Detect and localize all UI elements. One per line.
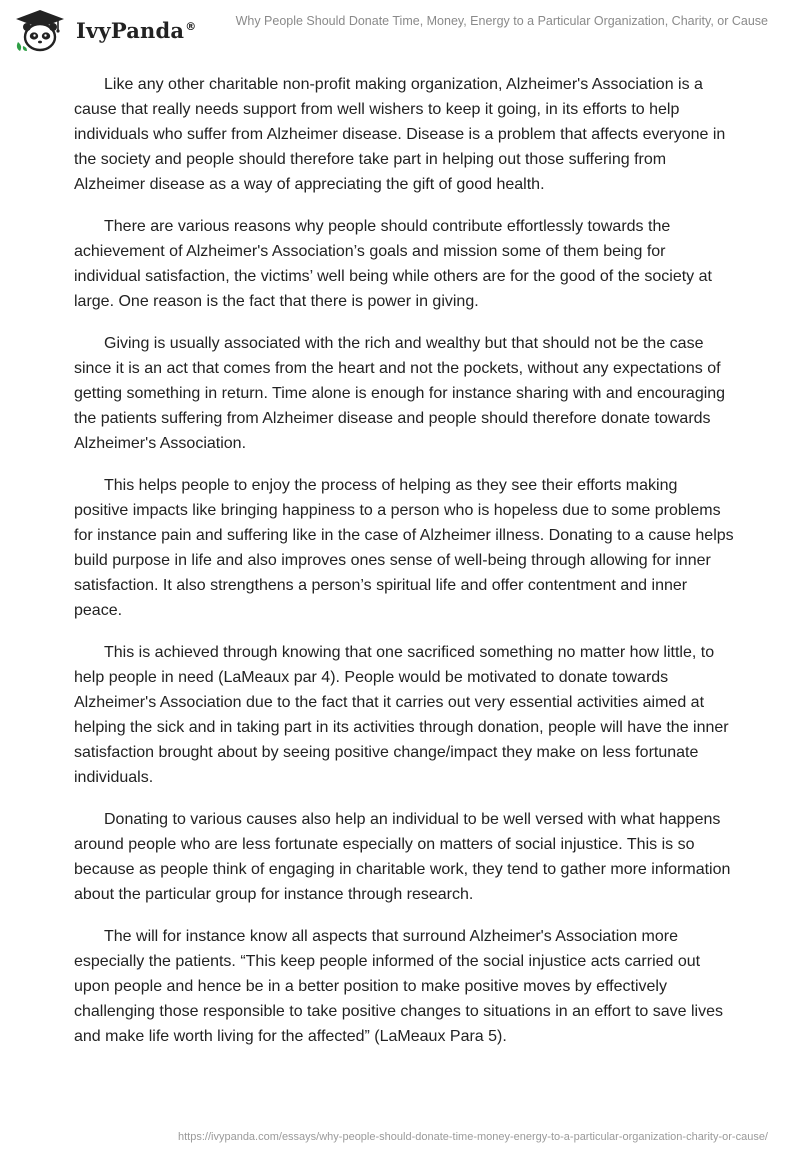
page-header — [0, 0, 800, 60]
brand-logo[interactable] — [14, 8, 196, 52]
paragraph: The will for instance know all aspects that surround Alzheimer's Association more especially the patients. “This keep people informed of the social injustice acts carried out upon people and hence be in a better position to make positive moves by effectively challenging those responsible to take positive changes to situations in an effort to save lives and make life worth living for the affected” (LaMeaux Para 5). — [74, 928, 723, 1045]
document-title: Why People Should Donate Time, Money, Energy to a Particular Organization, Charity, or Cause — [235, 14, 768, 28]
brand-name: IvyPanda® — [76, 17, 197, 43]
panda-graduate-icon — [14, 8, 66, 52]
essay-body — [74, 72, 734, 1066]
paragraph: This helps people to enjoy the process of helping as they see their efforts making positive impacts like bringing happiness to a person who is hopeless due to some problems for instance pain and suffering like in the case of Alzheimer illness. Donating to a cause helps build purpose in life and also improves ones sense of well-being through allowing for inner satisfaction. It also strengthens a person’s spiritual life and offer contentment and inner peace. — [74, 477, 734, 619]
paragraph: There are various reasons why people should contribute effortlessly towards the achievement of Alzheimer's Association’s goals and mission some of them being for individual satisfaction, the victims’ well being while others are for the good of the society at large. One reason is the fact that there is power in giving. — [74, 218, 712, 310]
paragraph: Giving is usually associated with the rich and wealthy but that should not be the case since it is an act that comes from the heart and not the pockets, without any expectations of getting something in return. Time alone is enough for instance sharing with and encouraging the patients suffering from Alzheimer disease and people should therefore donate towards Alzheimer's Association. — [74, 335, 726, 452]
paragraph: This is achieved through knowing that one sacrificed something no matter how little, to help people in need (LaMeaux par 4). People would be motivated to donate towards Alzheimer's Association due to the fact that it carries out very essential activities aimed at helping the sick and in taking part in its activities through donation, people will have the inner satisfaction brought about by seeing positive change/impact they make on less fortunate individuals. — [74, 644, 729, 786]
paragraph: Donating to various causes also help an individual to be well versed with what happens around people who are less fortunate especially on matters of social injustice. This is so because as people think of engaging in charitable work, they tend to gather more information about the particular group for instance through research. — [74, 811, 731, 903]
source-url[interactable]: https://ivypanda.com/essays/why-people-should-donate-time-money-energy-to-a-particular-organization-charity-or-cause/ — [178, 1131, 768, 1143]
paragraph: Like any other charitable non-profit making organization, Alzheimer's Association is a cause that really needs support from well wishers to keep it going, in its efforts to help individuals who suffer from Alzheimer disease. Disease is a problem that affects everyone in the society and people should therefore take part in helping out those suffering from Alzheimer disease as a way of appreciating the gift of good health. — [74, 76, 726, 193]
